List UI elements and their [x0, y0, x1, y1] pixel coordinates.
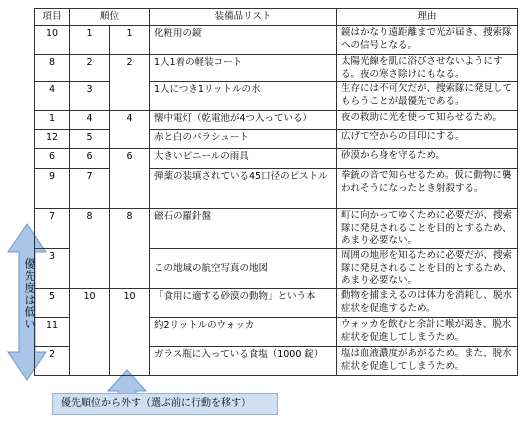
- table-row: [35, 289, 518, 318]
- table-row: [35, 111, 518, 130]
- cell-item: 1: [35, 111, 70, 130]
- cell-reason: 塩は血液濃度があがるため。また、脱水症状を促進してしまうため。: [337, 347, 518, 376]
- cell-item: 10: [35, 26, 70, 55]
- cell-reason: 周囲の地形を知るために必要だが、捜索隊に発見されることを目的とするため、あまり必要ない。: [337, 249, 518, 289]
- table-header-row: [35, 9, 518, 26]
- cell-equipment: 弾薬の装填されている45口径のピストル: [150, 169, 337, 209]
- table-row: [35, 209, 518, 249]
- cell-equipment: 赤と白のパラシュート: [150, 130, 337, 149]
- cell-item: 6: [35, 149, 70, 169]
- cell-item: 2: [35, 347, 70, 376]
- cell-item: 3: [35, 249, 70, 289]
- cell-rank1: 6: [70, 149, 110, 169]
- table-row: [35, 149, 518, 169]
- cell-equipment: この地域の航空写真の地図: [150, 249, 337, 289]
- equipment-table: [34, 8, 518, 376]
- table-row: [35, 26, 518, 55]
- cell-rank2: 1: [110, 26, 150, 55]
- cell-equipment: 磁石の羅針盤: [150, 209, 337, 249]
- cell-item: 11: [35, 318, 70, 347]
- table-row: [35, 169, 518, 209]
- cell-equipment: 約2リットルのウォッカ: [150, 318, 337, 347]
- cell-equipment: 化粧用の鏡: [150, 26, 337, 55]
- cell-equipment: 1人につき1リットルの水: [150, 82, 337, 111]
- cell-reason: 町に向かってゆくために必要だが、捜索隊に発見されることを目的とするため、あまり必要ない。: [337, 209, 518, 249]
- cell-reason: 太陽光線を肌に浴びさせないようにする。夜の寒さ除けにもなる。: [337, 55, 518, 82]
- cell-item: 4: [35, 82, 70, 111]
- cell-item: 12: [35, 130, 70, 149]
- cell-reason: 夜の救助に光を使って知らせるため。: [337, 111, 518, 130]
- cell-rank1: 1: [70, 26, 110, 55]
- cell-reason: 動物を捕まえるのは体力を消耗し、脱水症状を促進するため。: [337, 289, 518, 318]
- cell-reason: 広げて空からの目印にする。: [337, 130, 518, 149]
- cell-rank1: 4: [70, 111, 110, 130]
- cell-rank2: 8: [110, 209, 150, 289]
- priority-low-label: 優先度は低い: [23, 258, 36, 330]
- cell-item: 7: [35, 209, 70, 249]
- cell-equipment: 「食用に適する砂漠の動物」という本: [150, 289, 337, 318]
- header-reason: 理由: [337, 9, 518, 26]
- header-item: 項目: [35, 9, 70, 26]
- cell-reason: 砂漠から身を守るため。: [337, 149, 518, 169]
- cell-equipment: 大きいビニールの雨具: [150, 149, 337, 169]
- cell-rank1: 10: [70, 289, 110, 376]
- table-row: [35, 82, 518, 111]
- cell-rank2: 2: [110, 55, 150, 111]
- cell-rank1: 2: [70, 55, 110, 82]
- header-rank: 順位: [70, 9, 150, 26]
- cell-rank1: 5: [70, 130, 110, 149]
- cell-equipment: 懐中電灯（乾電池が4つ入っている）: [150, 111, 337, 130]
- cell-rank1: 3: [70, 82, 110, 111]
- cell-reason: 生存には不可欠だが、捜索隊に発見してもらうことが最優先である。: [337, 82, 518, 111]
- cell-equipment: ガラス瓶に入っている食塩（1000 錠）: [150, 347, 337, 376]
- header-list: 装備品リスト: [150, 9, 337, 26]
- cell-reason: ウォッカを飲むと余計に喉が渇き、脱水症状を促進してしまうため。: [337, 318, 518, 347]
- cell-reason: 鏡はかなり遠距離まで光が届き、捜索隊への信号となる。: [337, 26, 518, 55]
- cell-rank1: 8: [70, 209, 110, 289]
- cell-rank2: 6: [110, 149, 150, 209]
- cell-reason: 拳銃の音で知らせるため。仮に動物に襲われそうになったとき射殺する。: [337, 169, 518, 209]
- exclude-note-label: 優先順位から外す（選ぶ前に行動を移す）: [52, 393, 278, 415]
- cell-item: 5: [35, 289, 70, 318]
- cell-item: 9: [35, 169, 70, 209]
- cell-equipment: 1人1着の軽装コート: [150, 55, 337, 82]
- cell-rank2: 10: [110, 289, 150, 376]
- cell-item: 8: [35, 55, 70, 82]
- cell-rank1: 7: [70, 169, 110, 209]
- table-row: [35, 130, 518, 149]
- table-row: [35, 55, 518, 82]
- cell-rank2: 4: [110, 111, 150, 149]
